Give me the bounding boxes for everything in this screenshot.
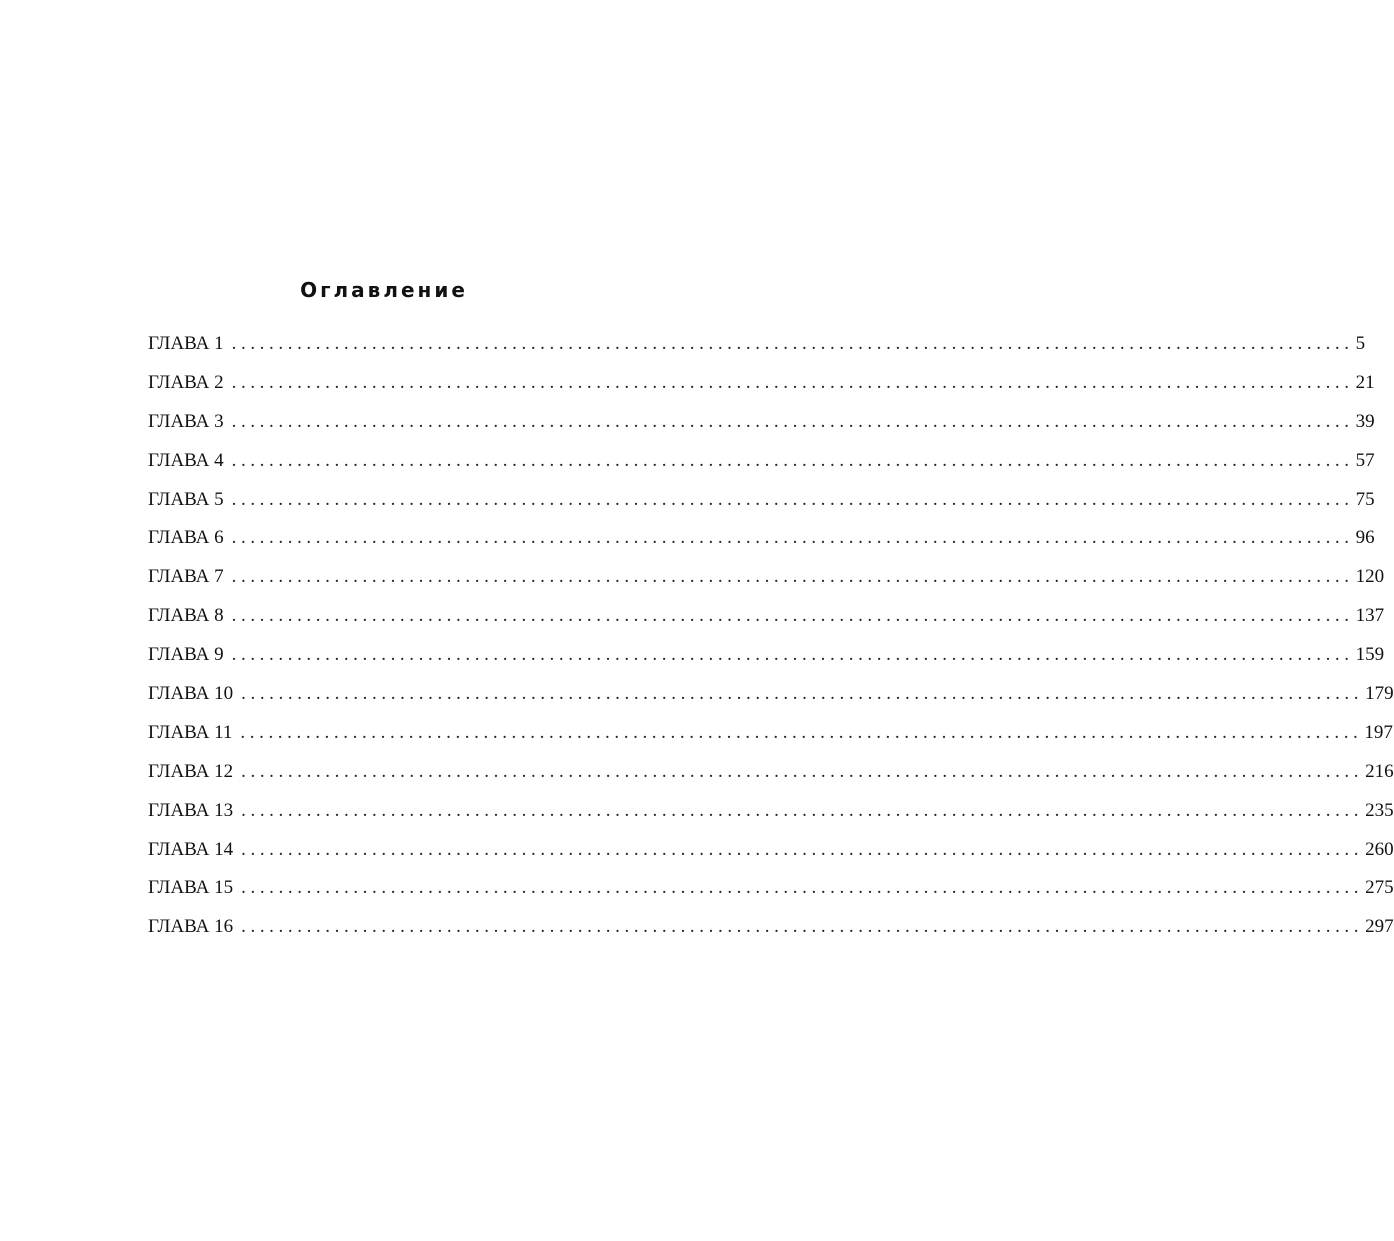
toc-entry-label: ГЛАВА 1: [148, 333, 224, 354]
toc-entry-page: 260: [1365, 838, 1394, 860]
toc-entry[interactable]: [148, 602, 1385, 641]
toc-entry[interactable]: [148, 836, 1394, 875]
toc-leader-dots: ........................................................................................................................: [231, 566, 1354, 588]
toc-entry[interactable]: [148, 524, 1375, 563]
toc-entry-label: ГЛАВА 5: [148, 488, 224, 510]
toc-leader-dots: ........................................................................................................................: [241, 799, 1364, 821]
toc-entry[interactable]: [148, 486, 1375, 525]
toc-entry-label: ГЛАВА 3: [148, 410, 224, 432]
toc-entry[interactable]: [148, 680, 1394, 719]
toc-entry[interactable]: [148, 447, 1375, 486]
toc-entry-label: ГЛАВА 14: [148, 838, 234, 860]
toc-entry[interactable]: [148, 641, 1385, 680]
toc-entry[interactable]: [148, 758, 1394, 797]
toc-leader-dots: ........................................................................................................................: [231, 644, 1354, 666]
toc-entry-page: 179: [1365, 683, 1394, 705]
toc-entry-label: ГЛАВА 13: [148, 799, 234, 821]
toc-entry-label: ГЛАВА 9: [148, 644, 224, 666]
toc-entry-page: 137: [1355, 605, 1385, 627]
toc-leader-dots: ........................................................................................................................: [231, 410, 1354, 432]
toc-leader-dots: ........................................................................................................................: [241, 877, 1364, 899]
toc-list: [148, 330, 1394, 952]
toc-entry[interactable]: [148, 797, 1394, 836]
toc-entry-page: 57: [1355, 449, 1375, 471]
toc-entry-page: 39: [1355, 410, 1375, 432]
toc-leader-dots: ........................................................................................................................: [241, 838, 1364, 860]
toc-entry[interactable]: [148, 408, 1375, 447]
toc-entry[interactable]: [148, 563, 1385, 602]
toc-entry-label: ГЛАВА 10: [148, 683, 234, 705]
toc-leader-dots: ........................................................................................................................: [241, 760, 1364, 782]
toc-entry-label: ГЛАВА 2: [148, 371, 224, 393]
toc-leader-dots: ........................................................................................................................: [231, 371, 1354, 393]
toc-entry[interactable]: [148, 913, 1394, 952]
toc-leader-dots: ........................................................................................................................: [231, 333, 1354, 354]
toc-leader-dots: ........................................................................................................................: [231, 488, 1354, 510]
toc-leader-dots: ........................................................................................................................: [241, 683, 1364, 705]
toc-entry-label: ГЛАВА 4: [148, 449, 224, 471]
toc-entry-label: ГЛАВА 12: [148, 760, 234, 782]
toc-entry[interactable]: [148, 874, 1394, 913]
toc-entry-label: ГЛАВА 11: [148, 721, 233, 743]
toc-entry-page: 216: [1365, 760, 1394, 782]
toc-entry-page: 5: [1355, 333, 1366, 354]
toc-leader-dots: ........................................................................................................................: [231, 605, 1354, 627]
toc-leader-dots: ........................................................................................................................: [240, 721, 1363, 743]
toc-entry-label: ГЛАВА 15: [148, 877, 234, 899]
toc-leader-dots: ........................................................................................................................: [231, 449, 1354, 471]
toc-entry-label: ГЛАВА 7: [148, 566, 224, 588]
toc-entry-page: 75: [1355, 488, 1375, 510]
toc-entry-page: 21: [1355, 371, 1375, 393]
toc-entry-page: 275: [1365, 877, 1394, 899]
toc-title: Оглавление: [300, 278, 468, 302]
toc-entry-page: 197: [1364, 721, 1393, 743]
toc-entry-page: 297: [1365, 916, 1394, 938]
toc-entry[interactable]: [148, 330, 1366, 369]
toc-entry-label: ГЛАВА 16: [148, 916, 234, 938]
toc-leader-dots: ........................................................................................................................: [231, 527, 1354, 549]
toc-entry-label: ГЛАВА 8: [148, 605, 224, 627]
toc-entry-page: 159: [1355, 644, 1385, 666]
toc-entry[interactable]: [148, 719, 1393, 758]
toc-entry[interactable]: [148, 369, 1375, 408]
toc-entry-page: 120: [1355, 566, 1385, 588]
toc-entry-page: 96: [1355, 527, 1375, 549]
toc-leader-dots: ........................................................................................................................: [241, 916, 1364, 938]
toc-entry-label: ГЛАВА 6: [148, 527, 224, 549]
toc-entry-page: 235: [1365, 799, 1394, 821]
